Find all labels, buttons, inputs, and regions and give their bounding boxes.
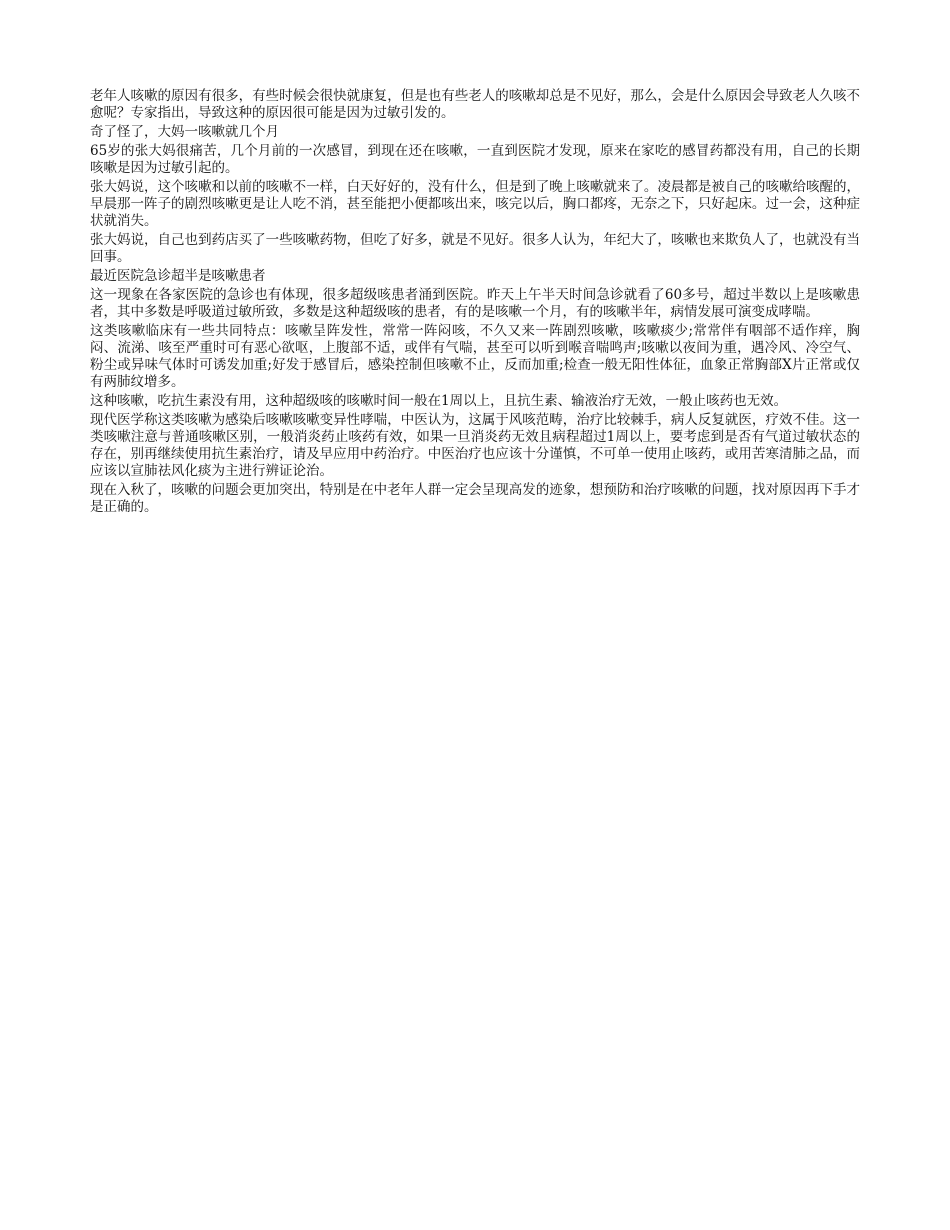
paragraph-intro: 老年人咳嗽的原因有很多，有些时候会很快就康复，但是也有些老人的咳嗽却总是不见好，那么，会是什么原因会导致老人久咳不愈呢？专家指出，导致这种的原因很可能是因为过敏引发的。 bbox=[90, 88, 860, 121]
document-body bbox=[90, 88, 860, 518]
paragraph-antibiotics: 这种咳嗽，吃抗生素没有用，这种超级咳的咳嗽时间一般在1周以上，且抗生素、输液治疗无效，一般止咳药也无效。 bbox=[90, 393, 788, 409]
section-heading-months-cough: 奇了怪了，大妈一咳嗽就几个月 bbox=[90, 124, 279, 140]
paragraph-symptoms: 这类咳嗽临床有一些共同特点：咳嗽呈阵发性，常常一阵闷咳，不久又来一阵剧烈咳嗽，咳嗽痰少;常常伴有咽部不适作痒，胸闷、流涕、咳至严重时可有恶心欲呕，上腹部不适，或伴有气喘，甚至可以听到喉音喘鸣声;咳嗽以夜间为重，遇冷风、冷空气、粉尘或异味气体时可诱发加重;好发于感冒后，感染控制但咳嗽不止，反而加重;检查一般无阳性体征，血象正常胸部X片正常或仅有两肺纹增多。 bbox=[90, 323, 860, 390]
paragraph-night-cough: 张大妈说，这个咳嗽和以前的咳嗽不一样，白天好好的，没有什么，但是到了晚上咳嗽就来了。凌晨都是被自己的咳嗽给咳醒的，早晨那一阵子的剧烈咳嗽更是让人吃不消，甚至能把小便都咳出来，咳完以后，胸口都疼，无奈之下，只好起床。过一会，这种症状就消失。 bbox=[90, 179, 860, 229]
paragraph-conclusion: 现在入秋了，咳嗽的问题会更加突出，特别是在中老年人群一定会呈现高发的迹象，想预防和治疗咳嗽的问题，找对原因再下手才是正确的。 bbox=[90, 482, 860, 515]
section-heading-emergency: 最近医院急诊超半是咳嗽患者 bbox=[90, 268, 266, 284]
paragraph-hospital-emergency: 这一现象在各家医院的急诊也有体现，很多超级咳患者涌到医院。昨天上午半天时间急诊就看了60多号，超过半数以上是咳嗽患者，其中多数是呼吸道过敏所致，多数是这种超级咳的患者，有的是咳嗽一个月，有的咳嗽半年，病情发展可演变成哮喘。 bbox=[90, 287, 860, 320]
paragraph-zhang-case: 65岁的张大妈很痛苦，几个月前的一次感冒，到现在还在咳嗽，一直到医院才发现，原来在家吃的感冒药都没有用，自己的长期咳嗽是因为过敏引起的。 bbox=[90, 143, 860, 176]
paragraph-medicine: 张大妈说，自己也到药店买了一些咳嗽药物，但吃了好多，就是不见好。很多人认为，年纪大了，咳嗽也来欺负人了，也就没有当回事。 bbox=[90, 232, 860, 265]
paragraph-treatment: 现代医学称这类咳嗽为感染后咳嗽咳嗽变异性哮喘，中医认为，这属于风咳范畴，治疗比较棘手，病人反复就医，疗效不佳。这一类咳嗽注意与普通咳嗽区别，一般消炎药止咳药有效，如果一旦消炎药无效且病程超过1周以上，要考虑到是否有气道过敏状态的存在，别再继续使用抗生素治疗，请及早应用中药治疗。中医治疗也应该十分谨慎，不可单一使用止咳药，或用苦寒清肺之品，而应该以宣肺祛风化痰为主进行辨证论治。 bbox=[90, 412, 860, 479]
